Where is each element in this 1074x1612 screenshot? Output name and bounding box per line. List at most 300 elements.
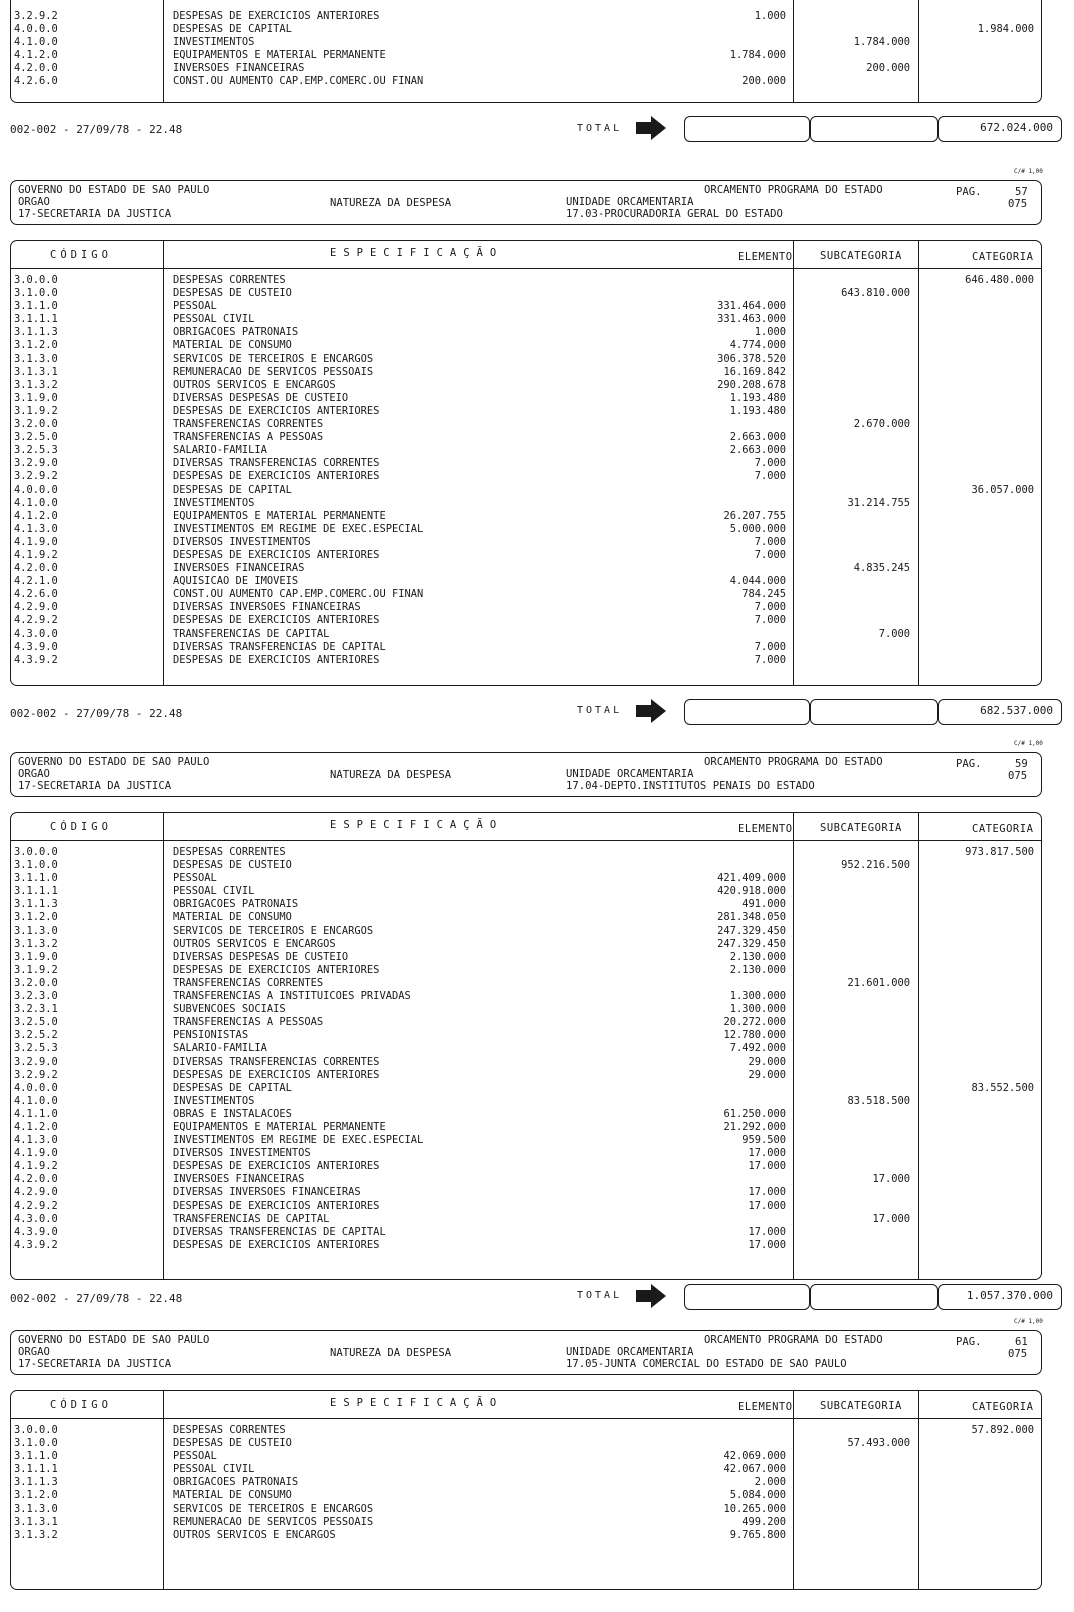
code-cell: 4.2.1.0 bbox=[14, 575, 58, 588]
elemento-cell: 1.193.480 bbox=[729, 391, 786, 404]
column-header-codigo: CÓDIGO bbox=[50, 1399, 112, 1411]
page-label: PAG. bbox=[956, 1336, 982, 1348]
column-header-categoria: CATEGORIA bbox=[972, 251, 1034, 263]
elemento-cell: 281.348.050 bbox=[717, 911, 786, 924]
page-number: 59 bbox=[1015, 758, 1028, 770]
desc-cell: DESPESAS DE EXERCICIOS ANTERIORES bbox=[173, 1068, 380, 1081]
desc-cell: INVESTIMENTOS bbox=[173, 36, 255, 49]
categoria-cell bbox=[850, 1226, 1034, 1239]
elemento-cell: 200.000 bbox=[742, 75, 786, 88]
column-header-especificacao: ESPECIFICAÇÃO bbox=[330, 247, 504, 259]
categoria-cell bbox=[850, 925, 1034, 938]
desc-cell: REMUNERACAO DE SERVICOS PESSOAIS bbox=[173, 1515, 374, 1528]
desc-cell: OBRIGACOES PATRONAIS bbox=[173, 1476, 299, 1489]
top-total-value: 672.024.000 bbox=[938, 116, 1062, 142]
elemento-cell: 421.409.000 bbox=[717, 872, 786, 885]
desc-cell: DESPESAS DE CUSTEIO bbox=[173, 287, 292, 300]
code-cell: 3.2.3.1 bbox=[14, 1003, 58, 1016]
desc-cell: CONST.OU AUMENTO CAP.EMP.COMERC.OU FINAN bbox=[173, 75, 424, 88]
total-label: TOTAL bbox=[577, 705, 623, 716]
categoria-cell bbox=[850, 575, 1034, 588]
elemento-cell: 1.784.000 bbox=[729, 49, 786, 62]
code-cell: 4.3.0.0 bbox=[14, 1212, 58, 1225]
elemento-cell: 499.200 bbox=[742, 1515, 786, 1528]
categoria-cell bbox=[850, 1003, 1034, 1016]
desc-cell: DESPESAS DE CAPITAL bbox=[173, 483, 292, 496]
elemento-cell: 7.000 bbox=[754, 614, 786, 627]
categoria-cell bbox=[850, 1186, 1034, 1199]
form-code: C/# 1,00 bbox=[1014, 740, 1043, 747]
categoria-cell: 83.552.500 bbox=[971, 1081, 1034, 1094]
code-cell: 3.1.9.2 bbox=[14, 963, 58, 976]
desc-cell: DESPESAS DE EXERCICIOS ANTERIORES bbox=[173, 653, 380, 666]
natureza-label: NATUREZA DA DESPESA bbox=[330, 197, 452, 209]
desc-cell: OUTROS SERVICOS E ENCARGOS bbox=[173, 937, 336, 950]
subcategoria-cell: 17.000 bbox=[872, 1212, 910, 1225]
categoria-cell bbox=[850, 1069, 1034, 1082]
categoria-cell bbox=[850, 510, 1034, 523]
desc-cell: DIVERSAS TRANSFERENCIAS CORRENTES bbox=[173, 1055, 380, 1068]
categoria-cell: 57.892.000 bbox=[971, 1424, 1034, 1436]
orcamento-title: ORCAMENTO PROGRAMA DO ESTADO bbox=[704, 756, 883, 768]
code-cell: 3.1.3.0 bbox=[14, 924, 58, 937]
code-cell: 3.1.2.0 bbox=[14, 1489, 58, 1502]
desc-cell: DESPESAS DE CUSTEIO bbox=[173, 859, 292, 872]
desc-cell: PESSOAL CIVIL bbox=[173, 313, 255, 326]
desc-cell: PESSOAL bbox=[173, 1450, 217, 1463]
desc-cell: MATERIAL DE CONSUMO bbox=[173, 1489, 292, 1502]
elemento-cell: 306.378.520 bbox=[717, 352, 786, 365]
total-label: TOTAL bbox=[577, 1290, 623, 1301]
categoria-cell bbox=[850, 1200, 1034, 1213]
desc-cell: SALARIO-FAMILIA bbox=[173, 1042, 267, 1055]
arrow-right-icon bbox=[636, 1284, 666, 1308]
desc-cell: TRANSFERENCIAS A INSTITUICOES PRIVADAS bbox=[173, 990, 411, 1003]
desc-column bbox=[173, 846, 423, 1252]
categoria-cell bbox=[850, 654, 1034, 667]
categoria-cell bbox=[850, 444, 1034, 457]
code-cell: 3.2.5.3 bbox=[14, 444, 58, 457]
top-footer-timestamp: 002-002 - 27/09/78 - 22.48 bbox=[10, 123, 183, 136]
categoria-cell bbox=[850, 353, 1034, 366]
categoria-cell bbox=[850, 1108, 1034, 1121]
desc-cell: DIVERSAS INVERSOES FINANCEIRAS bbox=[173, 601, 361, 614]
table-header-rule bbox=[10, 268, 1042, 269]
desc-cell: DIVERSAS TRANSFERENCIAS DE CAPITAL bbox=[173, 1225, 386, 1238]
categoria-cell bbox=[850, 313, 1034, 326]
elemento-cell: 17.000 bbox=[748, 1147, 786, 1160]
desc-cell: OUTROS SERVICOS E ENCARGOS bbox=[173, 378, 336, 391]
code-cell: 3.1.0.0 bbox=[14, 859, 58, 872]
table-header-rule bbox=[10, 840, 1042, 841]
desc-cell: SUBVENCOES SOCIAIS bbox=[173, 1003, 286, 1016]
desc-cell: PESSOAL bbox=[173, 872, 217, 885]
desc-cell: TRANSFERENCIAS A PESSOAS bbox=[173, 1016, 324, 1029]
categoria-cell: 973.817.500 bbox=[965, 846, 1034, 858]
elemento-cell: 16.169.842 bbox=[723, 365, 786, 378]
desc-cell: PESSOAL CIVIL bbox=[173, 885, 255, 898]
code-cell: 3.1.1.3 bbox=[14, 898, 58, 911]
orgao-name: 17-SECRETARIA DA JUSTICA bbox=[18, 780, 172, 792]
elemento-cell: 17.000 bbox=[748, 1160, 786, 1173]
categoria-cell bbox=[850, 1029, 1034, 1042]
categoria-cell bbox=[850, 62, 1034, 75]
code-cell: 3.1.3.0 bbox=[14, 1502, 58, 1515]
desc-cell: DESPESAS DE EXERCICIOS ANTERIORES bbox=[173, 1160, 380, 1173]
code-cell: 3.1.2.0 bbox=[14, 911, 58, 924]
orgao-label: ORGAO bbox=[18, 196, 50, 208]
total-value: 1.057.370.000 bbox=[938, 1284, 1062, 1310]
code-cell: 3.1.2.0 bbox=[14, 339, 58, 352]
desc-cell: TRANSFERENCIAS A PESSOAS bbox=[173, 431, 324, 444]
total-box-elemento bbox=[684, 699, 810, 725]
desc-cell: DESPESAS CORRENTES bbox=[173, 846, 286, 858]
arrow-right-icon bbox=[636, 699, 666, 723]
elemento-cell: 4.774.000 bbox=[729, 339, 786, 352]
elemento-cell: 7.492.000 bbox=[729, 1042, 786, 1055]
desc-cell: INVERSOES FINANCEIRAS bbox=[173, 1173, 305, 1186]
categoria-cell bbox=[850, 1503, 1034, 1516]
elemento-cell: 4.044.000 bbox=[729, 575, 786, 588]
categoria-cell bbox=[850, 470, 1034, 483]
desc-cell: DESPESAS DE EXERCICIOS ANTERIORES bbox=[173, 10, 380, 22]
desc-cell: EQUIPAMENTOS E MATERIAL PERMANENTE bbox=[173, 1120, 386, 1133]
code-cell: 3.1.1.1 bbox=[14, 313, 58, 326]
categoria-cell bbox=[850, 1134, 1034, 1147]
code-cell: 3.1.1.1 bbox=[14, 885, 58, 898]
unidade-label: UNIDADE ORCAMENTARIA bbox=[566, 768, 694, 780]
table-header-rule bbox=[10, 1418, 1042, 1419]
code-cell: 4.1.2.0 bbox=[14, 49, 58, 62]
categoria-cell bbox=[850, 366, 1034, 379]
categoria-cell bbox=[850, 300, 1034, 313]
desc-cell: CONST.OU AUMENTO CAP.EMP.COMERC.OU FINAN bbox=[173, 588, 424, 601]
subcategoria-cell: 31.214.755 bbox=[847, 496, 910, 509]
desc-cell: SERVICOS DE TERCEIROS E ENCARGOS bbox=[173, 1502, 374, 1515]
column-header-especificacao: ESPECIFICAÇÃO bbox=[330, 1397, 504, 1409]
categoria-column bbox=[850, 846, 1034, 1252]
elemento-cell: 2.130.000 bbox=[729, 963, 786, 976]
code-cell: 3.1.3.2 bbox=[14, 1528, 58, 1541]
column-header-subcategoria: SUBCATEGORIA bbox=[820, 822, 902, 834]
code-cell: 3.1.0.0 bbox=[14, 287, 58, 300]
categoria-cell bbox=[850, 588, 1034, 601]
column-header-subcategoria: SUBCATEGORIA bbox=[820, 1400, 902, 1412]
elemento-cell: 17.000 bbox=[748, 1186, 786, 1199]
categoria-cell bbox=[850, 1173, 1034, 1186]
elemento-cell: 7.000 bbox=[754, 601, 786, 614]
desc-cell: DESPESAS DE CUSTEIO bbox=[173, 1437, 292, 1450]
elemento-cell: 29.000 bbox=[748, 1055, 786, 1068]
code-cell: 3.1.3.1 bbox=[14, 365, 58, 378]
desc-cell: EQUIPAMENTOS E MATERIAL PERMANENTE bbox=[173, 509, 386, 522]
code-cell: 4.1.0.0 bbox=[14, 496, 58, 509]
top-code-column bbox=[14, 10, 58, 89]
elemento-cell: 1.000 bbox=[754, 326, 786, 339]
code-cell: 3.0.0.0 bbox=[14, 274, 58, 286]
column-header-codigo: CÓDIGO bbox=[50, 249, 112, 261]
code-column bbox=[14, 274, 58, 667]
code-cell: 3.2.9.2 bbox=[14, 1068, 58, 1081]
orgao-name: 17-SECRETARIA DA JUSTICA bbox=[18, 208, 172, 220]
desc-cell: DIVERSAS TRANSFERENCIAS CORRENTES bbox=[173, 457, 380, 470]
page-number: 61 bbox=[1015, 1336, 1028, 1348]
elemento-cell: 29.000 bbox=[748, 1068, 786, 1081]
code-cell: 4.1.9.2 bbox=[14, 1160, 58, 1173]
arrow-right-icon bbox=[636, 116, 666, 140]
subcategoria-cell: 1.784.000 bbox=[853, 36, 910, 49]
categoria-cell: 1.984.000 bbox=[977, 23, 1034, 36]
code-cell: 3.1.3.2 bbox=[14, 378, 58, 391]
elemento-cell: 20.272.000 bbox=[723, 1016, 786, 1029]
elemento-cell: 2.663.000 bbox=[729, 431, 786, 444]
form-code: C/# 1,00 bbox=[1014, 168, 1043, 175]
code-cell: 3.2.9.2 bbox=[14, 470, 58, 483]
code-cell: 4.0.0.0 bbox=[14, 483, 58, 496]
subcategoria-cell: 952.216.500 bbox=[841, 859, 910, 872]
unidade-name: 17.03-PROCURADORIA GERAL DO ESTADO bbox=[566, 208, 783, 220]
categoria-cell bbox=[850, 523, 1034, 536]
desc-cell: SERVICOS DE TERCEIROS E ENCARGOS bbox=[173, 924, 374, 937]
desc-column bbox=[173, 1424, 373, 1542]
categoria-cell bbox=[850, 1016, 1034, 1029]
column-header-codigo: CÓDIGO bbox=[50, 821, 112, 833]
elemento-cell: 331.463.000 bbox=[717, 313, 786, 326]
elemento-cell: 7.000 bbox=[754, 548, 786, 561]
code-cell: 4.0.0.0 bbox=[14, 23, 58, 36]
elemento-cell: 42.069.000 bbox=[723, 1450, 786, 1463]
elemento-cell: 247.329.450 bbox=[717, 924, 786, 937]
code-cell: 3.1.1.0 bbox=[14, 300, 58, 313]
desc-cell: DESPESAS DE CAPITAL bbox=[173, 23, 292, 36]
subcategoria-cell: 57.493.000 bbox=[847, 1437, 910, 1450]
desc-cell: MATERIAL DE CONSUMO bbox=[173, 911, 292, 924]
code-cell: 3.2.5.2 bbox=[14, 1029, 58, 1042]
column-header-elemento: ELEMENTO bbox=[738, 1401, 793, 1413]
elemento-cell: 2.663.000 bbox=[729, 444, 786, 457]
elemento-cell: 17.000 bbox=[748, 1199, 786, 1212]
categoria-cell bbox=[850, 339, 1034, 352]
desc-cell: TRANSFERENCIAS CORRENTES bbox=[173, 976, 324, 989]
code-cell: 4.2.0.0 bbox=[14, 1173, 58, 1186]
column-header-especificacao: ESPECIFICAÇÃO bbox=[330, 819, 504, 831]
government-name: GOVERNO DO ESTADO DE SAO PAULO bbox=[18, 184, 210, 196]
categoria-cell bbox=[850, 497, 1034, 510]
code-column bbox=[14, 846, 58, 1252]
elemento-cell: 12.780.000 bbox=[723, 1029, 786, 1042]
desc-cell: PENSIONISTAS bbox=[173, 1029, 249, 1042]
elemento-cell: 26.207.755 bbox=[723, 509, 786, 522]
categoria-cell bbox=[850, 601, 1034, 614]
subcategoria-cell: 643.810.000 bbox=[841, 287, 910, 300]
code-cell: 3.1.1.0 bbox=[14, 872, 58, 885]
categoria-cell bbox=[850, 49, 1034, 62]
code-cell: 4.2.6.0 bbox=[14, 588, 58, 601]
elemento-cell: 491.000 bbox=[742, 898, 786, 911]
orgao-name: 17-SECRETARIA DA JUSTICA bbox=[18, 1358, 172, 1370]
categoria-cell bbox=[850, 859, 1034, 872]
desc-cell: DIVERSOS INVESTIMENTOS bbox=[173, 1147, 311, 1160]
categoria-cell bbox=[850, 1121, 1034, 1134]
desc-cell: INVESTIMENTOS EM REGIME DE EXEC.ESPECIAL bbox=[173, 1134, 424, 1147]
elemento-cell: 7.000 bbox=[754, 470, 786, 483]
desc-cell: OUTROS SERVICOS E ENCARGOS bbox=[173, 1528, 336, 1541]
subcategoria-cell: 200.000 bbox=[866, 62, 910, 75]
orcamento-title: ORCAMENTO PROGRAMA DO ESTADO bbox=[704, 184, 883, 196]
elemento-cell: 61.250.000 bbox=[723, 1107, 786, 1120]
desc-cell: TRANSFERENCIAS DE CAPITAL bbox=[173, 627, 330, 640]
categoria-column bbox=[850, 1424, 1034, 1542]
elemento-cell: 17.000 bbox=[748, 1238, 786, 1251]
subcategoria-cell: 17.000 bbox=[872, 1173, 910, 1186]
code-cell: 4.1.9.0 bbox=[14, 1147, 58, 1160]
elemento-cell: 5.000.000 bbox=[729, 522, 786, 535]
top-categoria-column bbox=[850, 10, 1034, 89]
top-total-box-subcategoria bbox=[810, 116, 938, 142]
desc-cell: OBRAS E INSTALACOES bbox=[173, 1107, 292, 1120]
orcamento-title: ORCAMENTO PROGRAMA DO ESTADO bbox=[704, 1334, 883, 1346]
code-cell: 3.0.0.0 bbox=[14, 846, 58, 858]
categoria-cell bbox=[850, 1529, 1034, 1542]
page-total: 075 bbox=[1008, 198, 1028, 210]
unidade-label: UNIDADE ORCAMENTARIA bbox=[566, 1346, 694, 1358]
table-column-divider bbox=[163, 1390, 164, 1590]
desc-cell: DIVERSAS TRANSFERENCIAS DE CAPITAL bbox=[173, 640, 386, 653]
desc-cell: DESPESAS DE EXERCICIOS ANTERIORES bbox=[173, 548, 380, 561]
desc-cell: INVESTIMENTOS EM REGIME DE EXEC.ESPECIAL bbox=[173, 522, 424, 535]
categoria-cell bbox=[850, 885, 1034, 898]
desc-cell: INVERSOES FINANCEIRAS bbox=[173, 562, 305, 575]
categoria-cell bbox=[850, 36, 1034, 49]
desc-cell: DESPESAS DE EXERCICIOS ANTERIORES bbox=[173, 470, 380, 483]
code-cell: 3.2.0.0 bbox=[14, 976, 58, 989]
code-cell: 3.2.9.0 bbox=[14, 457, 58, 470]
elemento-cell: 1.193.480 bbox=[729, 404, 786, 417]
code-cell: 3.1.9.0 bbox=[14, 391, 58, 404]
categoria-cell bbox=[850, 1516, 1034, 1529]
categoria-cell bbox=[850, 326, 1034, 339]
natureza-label: NATUREZA DA DESPESA bbox=[330, 1347, 452, 1359]
code-cell: 4.1.2.0 bbox=[14, 509, 58, 522]
code-cell: 3.2.9.0 bbox=[14, 1055, 58, 1068]
desc-cell: DIVERSAS DESPESAS DE CUSTEIO bbox=[173, 391, 349, 404]
page-total: 075 bbox=[1008, 770, 1028, 782]
elemento-cell: 1.300.000 bbox=[729, 1003, 786, 1016]
categoria-cell bbox=[850, 457, 1034, 470]
code-cell: 3.1.9.2 bbox=[14, 404, 58, 417]
desc-cell: PESSOAL CIVIL bbox=[173, 1463, 255, 1476]
categoria-cell bbox=[850, 1450, 1034, 1463]
table-column-divider bbox=[163, 812, 164, 1280]
elemento-cell: 1.000 bbox=[754, 10, 786, 22]
desc-cell: DESPESAS DE EXERCICIOS ANTERIORES bbox=[173, 1238, 380, 1251]
elemento-cell: 5.084.000 bbox=[729, 1489, 786, 1502]
code-cell: 4.1.3.0 bbox=[14, 1134, 58, 1147]
code-cell: 4.0.0.0 bbox=[14, 1081, 58, 1094]
subcategoria-cell: 83.518.500 bbox=[847, 1094, 910, 1107]
code-cell: 4.3.9.0 bbox=[14, 640, 58, 653]
categoria-cell bbox=[850, 405, 1034, 418]
categoria-cell bbox=[850, 1489, 1034, 1502]
code-cell: 3.1.1.0 bbox=[14, 1450, 58, 1463]
elemento-cell: 420.918.000 bbox=[717, 885, 786, 898]
total-value: 682.537.000 bbox=[938, 699, 1062, 725]
code-cell: 3.0.0.0 bbox=[14, 1424, 58, 1436]
categoria-cell bbox=[850, 641, 1034, 654]
categoria-cell bbox=[850, 287, 1034, 300]
total-box-elemento bbox=[684, 1284, 810, 1310]
categoria-cell: 36.057.000 bbox=[971, 483, 1034, 496]
column-header-elemento: ELEMENTO bbox=[738, 823, 793, 835]
desc-cell: DESPESAS CORRENTES bbox=[173, 274, 286, 286]
categoria-cell bbox=[850, 1056, 1034, 1069]
code-cell: 3.1.1.3 bbox=[14, 326, 58, 339]
categoria-cell bbox=[850, 964, 1034, 977]
elemento-cell: 784.245 bbox=[742, 588, 786, 601]
desc-cell: DESPESAS DE EXERCICIOS ANTERIORES bbox=[173, 614, 380, 627]
top-divider-1 bbox=[163, 0, 164, 102]
categoria-cell bbox=[850, 1437, 1034, 1450]
code-cell: 4.2.0.0 bbox=[14, 562, 58, 575]
natureza-label: NATUREZA DA DESPESA bbox=[330, 769, 452, 781]
desc-cell: DESPESAS DE EXERCICIOS ANTERIORES bbox=[173, 404, 380, 417]
elemento-cell: 10.265.000 bbox=[723, 1502, 786, 1515]
categoria-cell bbox=[850, 1239, 1034, 1252]
categoria-cell bbox=[850, 562, 1034, 575]
categoria-cell bbox=[850, 75, 1034, 88]
top-total-box-elemento bbox=[684, 116, 810, 142]
orgao-label: ORGAO bbox=[18, 1346, 50, 1358]
desc-cell: REMUNERACAO DE SERVICOS PESSOAIS bbox=[173, 365, 374, 378]
elemento-cell: 7.000 bbox=[754, 457, 786, 470]
desc-cell: SALARIO-FAMILIA bbox=[173, 444, 267, 457]
categoria-cell bbox=[850, 431, 1034, 444]
code-cell: 3.1.0.0 bbox=[14, 1437, 58, 1450]
elemento-cell: 2.000 bbox=[754, 1476, 786, 1489]
elemento-cell: 247.329.450 bbox=[717, 937, 786, 950]
subcategoria-cell: 4.835.245 bbox=[853, 562, 910, 575]
categoria-cell bbox=[850, 990, 1034, 1003]
desc-cell: INVERSOES FINANCEIRAS bbox=[173, 62, 305, 75]
categoria-cell bbox=[850, 1160, 1034, 1173]
page-label: PAG. bbox=[956, 186, 982, 198]
code-cell: 3.1.3.0 bbox=[14, 352, 58, 365]
desc-cell: OBRIGACOES PATRONAIS bbox=[173, 326, 299, 339]
desc-cell: TRANSFERENCIAS DE CAPITAL bbox=[173, 1212, 330, 1225]
categoria-cell bbox=[850, 418, 1034, 431]
elemento-cell: 959.500 bbox=[742, 1134, 786, 1147]
categoria-cell bbox=[850, 1213, 1034, 1226]
categoria-cell bbox=[850, 1147, 1034, 1160]
unidade-name: 17.05-JUNTA COMERCIAL DO ESTADO DE SAO PAULO bbox=[566, 1358, 847, 1370]
government-name: GOVERNO DO ESTADO DE SAO PAULO bbox=[18, 1334, 210, 1346]
footer-timestamp: 002-002 - 27/09/78 - 22.48 bbox=[10, 707, 183, 720]
desc-cell: DIVERSAS DESPESAS DE CUSTEIO bbox=[173, 950, 349, 963]
categoria-cell bbox=[850, 379, 1034, 392]
desc-cell: DIVERSOS INVESTIMENTOS bbox=[173, 535, 311, 548]
code-column bbox=[14, 1424, 58, 1542]
categoria-cell bbox=[850, 898, 1034, 911]
code-cell: 4.2.9.0 bbox=[14, 1186, 58, 1199]
subcategoria-cell: 7.000 bbox=[878, 627, 910, 640]
column-header-categoria: CATEGORIA bbox=[972, 1401, 1034, 1413]
code-cell: 4.1.9.0 bbox=[14, 535, 58, 548]
code-cell: 4.1.9.2 bbox=[14, 548, 58, 561]
code-cell: 3.2.9.2 bbox=[14, 10, 58, 22]
code-cell: 4.3.0.0 bbox=[14, 627, 58, 640]
elemento-cell: 42.067.000 bbox=[723, 1463, 786, 1476]
categoria-cell bbox=[850, 1042, 1034, 1055]
